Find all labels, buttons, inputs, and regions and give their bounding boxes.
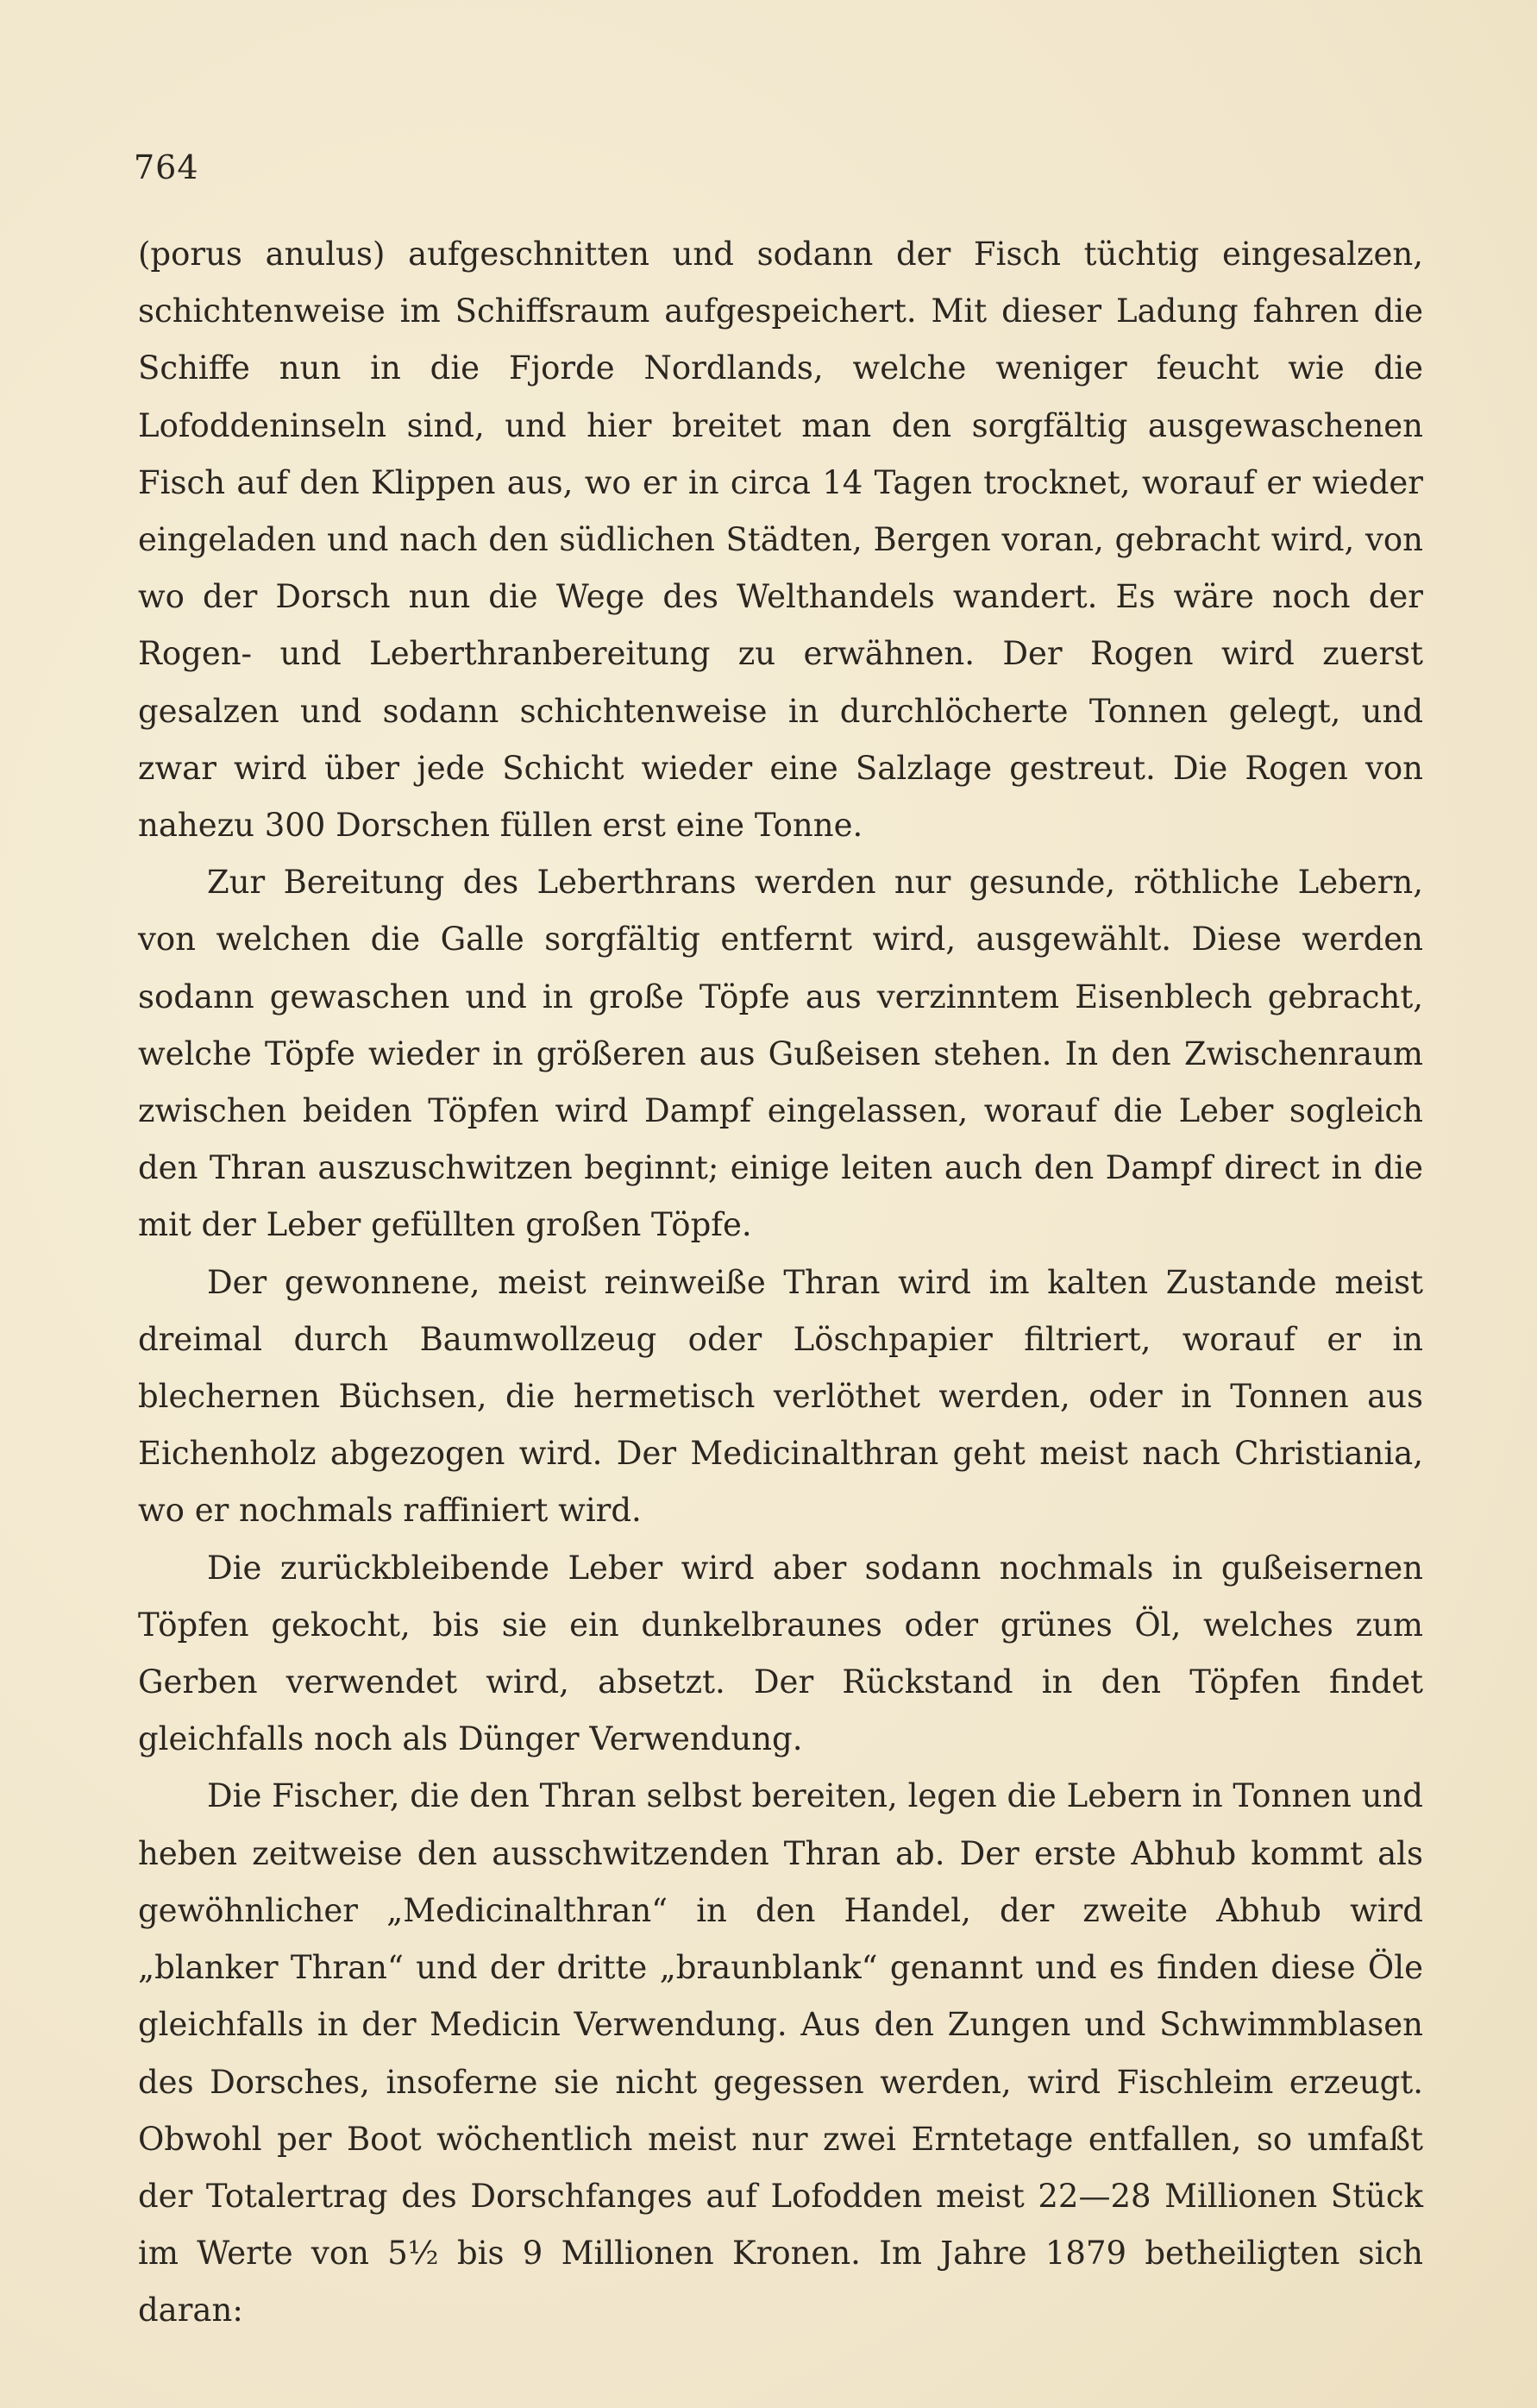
paragraph-4: Die zurückbleibende Leber wird aber sodann nochmals in gußeisernen Töpfen gekocht, bis sie ein dunkelbraunes oder grünes Öl, welches zum Gerben verwendet wird, absetzt. Der Rückstand in den Töpfen findet gleichfalls noch als Dünger Verwendung.: [138, 1549, 1423, 1758]
body-text: [138, 226, 1423, 2340]
paragraph-1: (porus anulus) aufgeschnitten und sodann der Fisch tüchtig eingesalzen, schichtenweise im Schiffsraum aufgespeichert. Mit dieser Ladung fahren die Schiffe nun in die Fjorde Nordlands, welche weniger feucht wie die Lofoddeninseln sind, und hier breitet man den sorgfältig ausgewaschenen Fisch auf den Klippen aus, wo er in circa 14 Tagen trocknet, worauf er wieder eingeladen und nach den südlichen Städten, Bergen voran, gebracht wird, von wo der Dorsch nun die Wege des Welthandels wandert. Es wäre noch der Rogen- und Leberthranbereitung zu erwähnen. Der Rogen wird zuerst gesalzen und sodann schichtenweise in durchlöcherte Tonnen gelegt, und zwar wird über jede Schicht wieder eine Salzlage gestreut. Die Rogen von nahezu 300 Dorschen füllen erst eine Tonne.: [138, 236, 1423, 845]
paragraph-3: Der gewonnene, meist reinweiße Thran wird im kalten Zustande meist dreimal durch Baumwollzeug oder Löschpapier filtriert, worauf er in blechernen Büchsen, die hermetisch verlöthet werden, oder in Tonnen aus Eichenholz abgezogen wird. Der Medicinalthran geht meist nach Christiania, wo er nochmals raffiniert wird.: [138, 1263, 1423, 1530]
page-number: 764: [134, 148, 199, 186]
paragraph-2: Zur Bereitung des Leberthrans werden nur gesunde, röthliche Lebern, von welchen die Galle sorgfältig entfernt wird, ausgewählt. Diese werden sodann gewaschen und in große Töpfe aus verzinntem Eisenblech gebracht, welche Töpfe wieder in größeren aus Gußeisen stehen. In den Zwischenraum zwischen beiden Töpfen wird Dampf eingelassen, worauf die Leber sogleich den Thran auszuschwitzen beginnt; einige leiten auch den Dampf direct in die mit der Leber gefüllten großen Töpfe.: [138, 864, 1423, 1244]
paragraph-5: Die Fischer, die den Thran selbst bereiten, legen die Lebern in Tonnen und heben zeitweise den ausschwitzenden Thran ab. Der erste Abhub kommt als gewöhnlicher „Medicinalthran“ in den Handel, der zweite Abhub wird „blanker Thran“ und der dritte „braunblank“ genannt und es finden diese Öle gleichfalls in der Medicin Verwendung. Aus den Zungen und Schwimmblasen des Dorsches, insoferne sie nicht gegessen werden, wird Fischleim erzeugt. Obwohl per Boot wöchentlich meist nur zwei Erntetage entfallen, so umfaßt der Totalertrag des Dorschfanges auf Lofodden meist 22—28 Millionen Stück im Werte von 5½ bis 9 Millionen Kronen. Im Jahre 1879 betheiligten sich daran:: [138, 1777, 1423, 2329]
